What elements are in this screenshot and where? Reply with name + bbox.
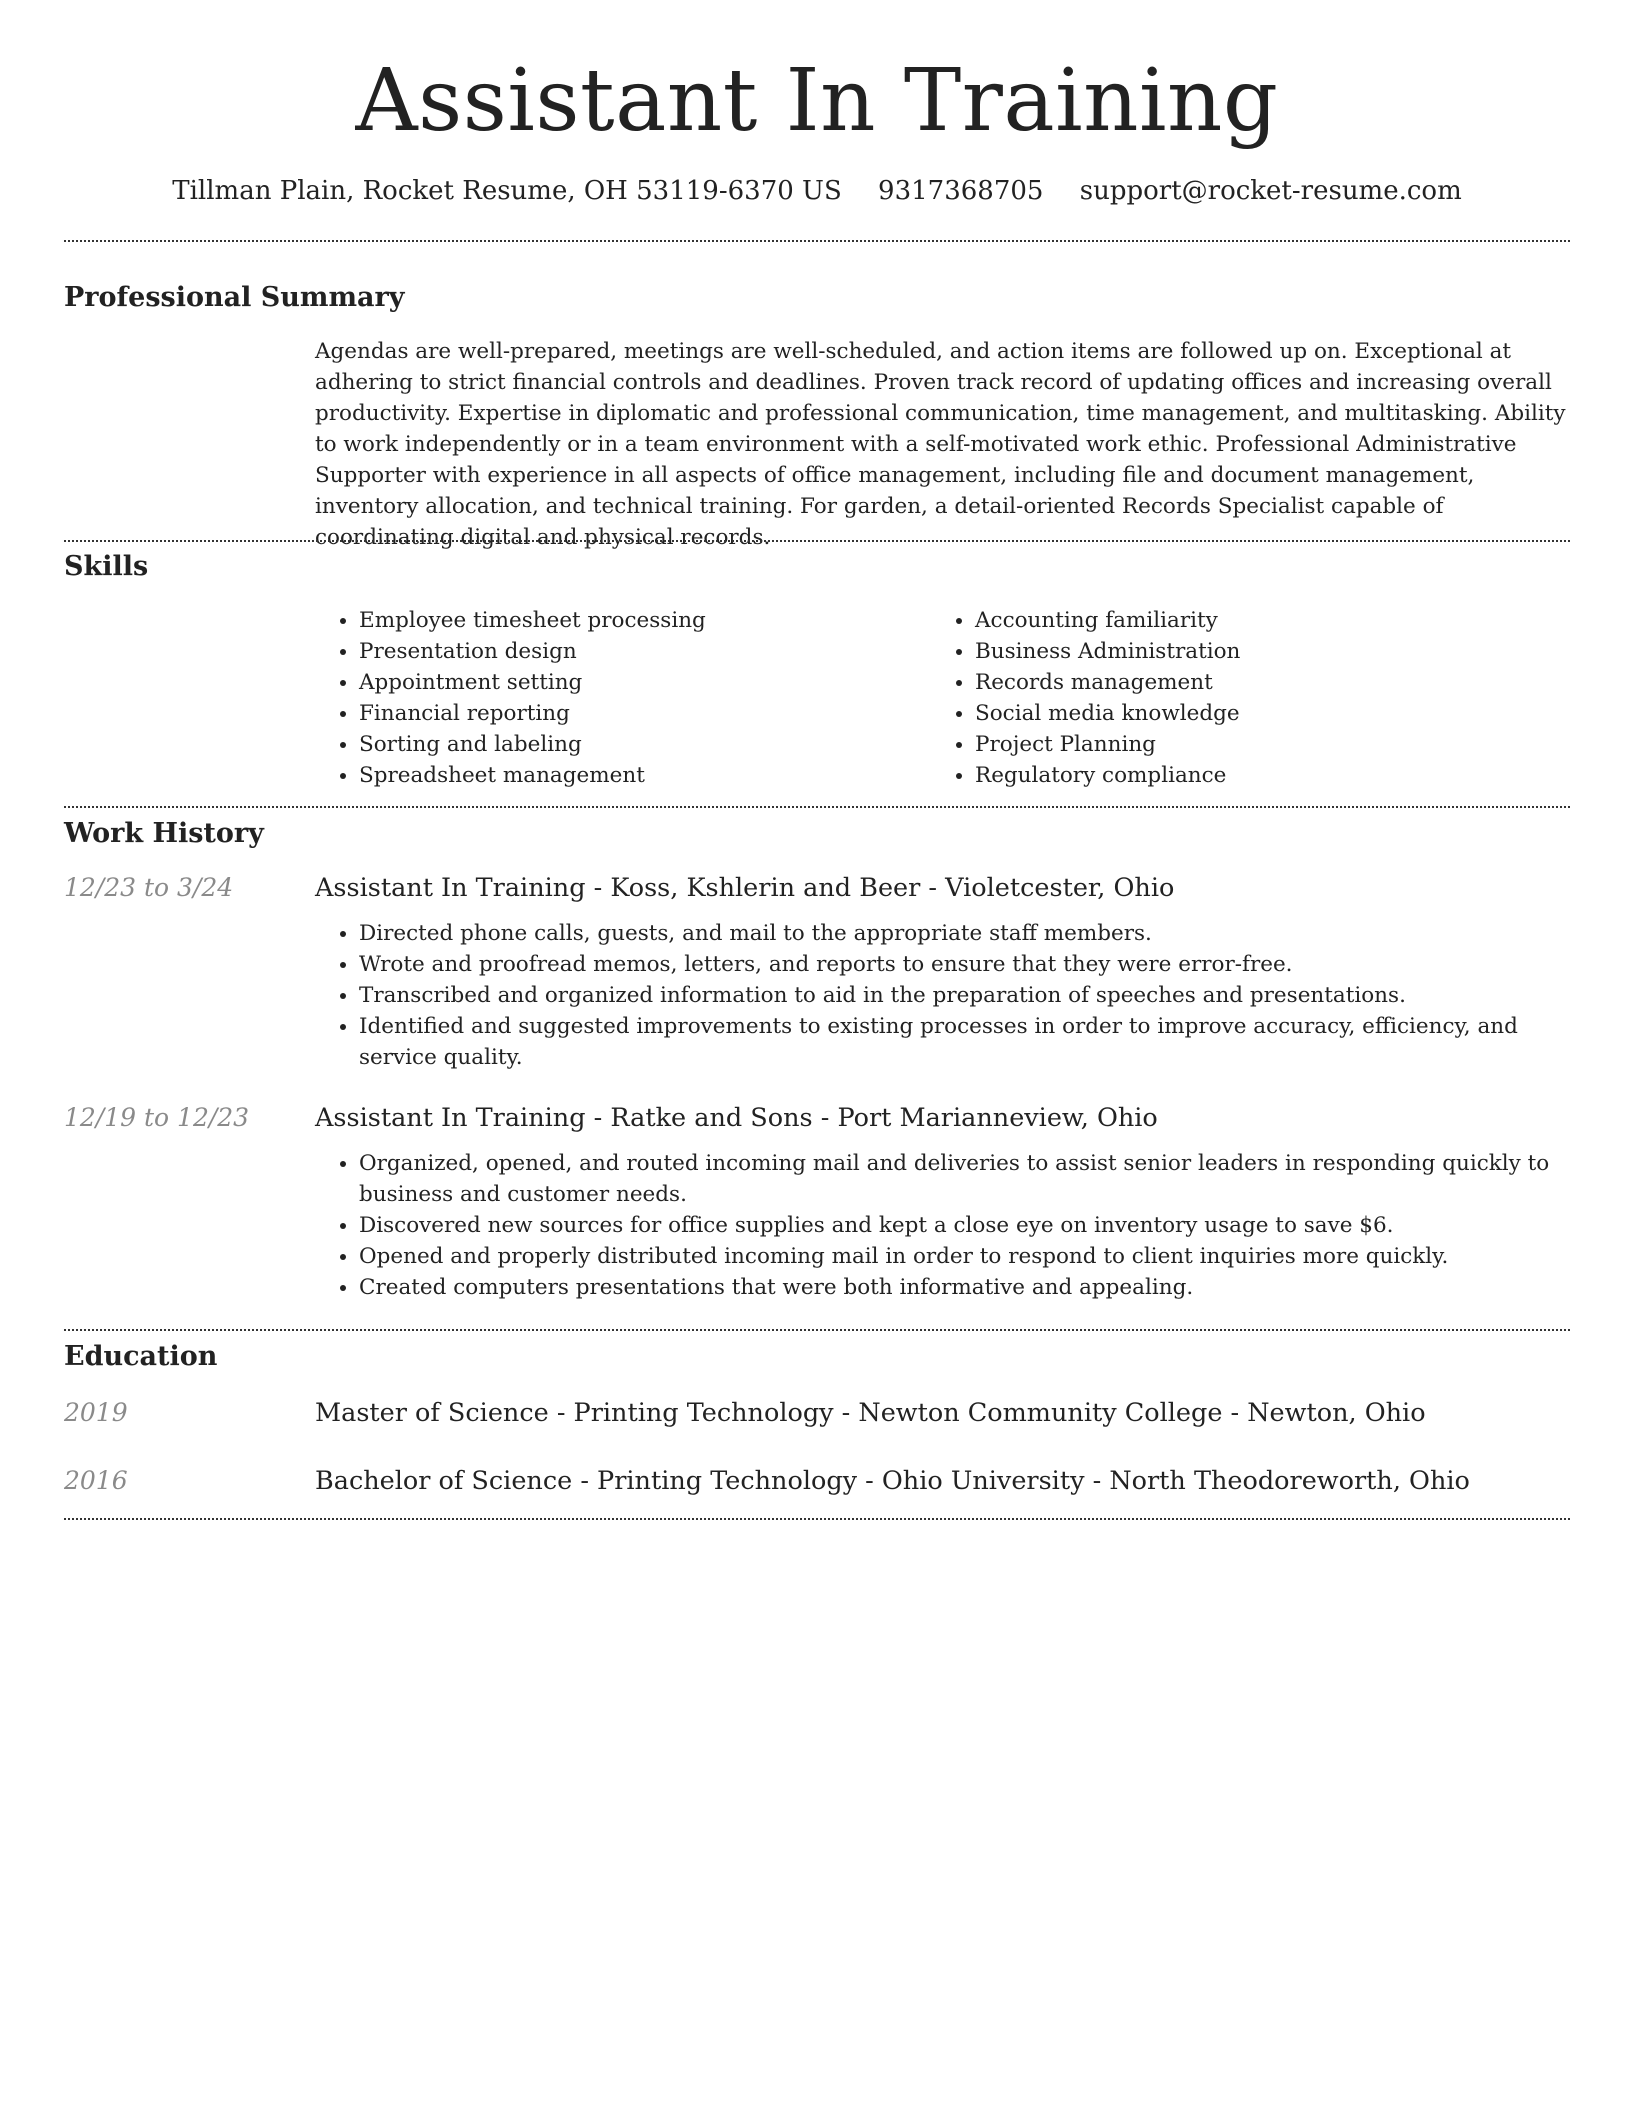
contact-address: Tillman Plain, Rocket Resume, OH 53119-6370 US [172, 176, 842, 206]
job-header [64, 872, 1570, 904]
job-date: 12/19 to 12/23 [64, 1103, 250, 1132]
divider-skills [64, 806, 1570, 808]
education-title: Education [64, 1341, 218, 1372]
skill-item: • Appointment setting [359, 667, 931, 698]
job-bullet: • Discovered new sources for office supplies and kept a close eye on inventory usage to save $6. [359, 1210, 1570, 1241]
skill-item: • Presentation design [359, 636, 931, 667]
job-date: 12/23 to 3/24 [64, 873, 234, 902]
skill-item: • Social media knowledge [975, 698, 1547, 729]
candidate-name: Assistant In Training [355, 51, 1279, 151]
skill-item: • Project Planning [975, 729, 1547, 760]
skill-item: • Business Administration [975, 636, 1547, 667]
job-bullet: • Opened and properly distributed incoming mail in order to respond to client inquiries more quickly. [359, 1241, 1570, 1272]
summary-section [64, 282, 1570, 553]
skill-item: • Sorting and labeling [359, 729, 931, 760]
job-entry [64, 872, 1570, 1073]
job-title: Assistant In Training - Koss, Kshlerin and Beer - Violetcester, Ohio [315, 873, 1175, 903]
education-date: 2019 [64, 1398, 128, 1427]
divider-header [64, 240, 1570, 242]
divider-education [64, 1518, 1570, 1520]
education-section [64, 1341, 1470, 1497]
divider-summary [64, 540, 1570, 542]
summary-text: Agendas are well-prepared, meetings are well-scheduled, and action items are followed up on. Exceptional at adhering to strict financial controls and deadlines. Proven track record of updating offices and increasing overall productivity. Expertise in diplomatic and professional communication, time management, and multitasking. Ability to work independently or in a team environment with a self-motivated work ethic. Professional Administrative Supporter with experience in all aspects of office management, including file and document management, inventory allocation, and technical training. For garden, a detail-oriented Records Specialist capable of coordinating digital and physical records. [315, 339, 1566, 550]
job-bullets [315, 1148, 1570, 1303]
education-entry [64, 1397, 1470, 1429]
contact-line [64, 176, 1570, 206]
skills-list-left [315, 605, 931, 791]
summary-title: Professional Summary [64, 282, 405, 313]
skill-item: • Records management [975, 667, 1547, 698]
job-bullet: • Directed phone calls, guests, and mail to the appropriate staff members. [359, 918, 1570, 949]
job-bullet: • Identified and suggested improvements to existing processes in order to improve accuracy, efficiency, and service quality. [359, 1011, 1570, 1073]
contact-phone: 9317368705 [878, 176, 1044, 206]
skill-item: • Accounting familiarity [975, 605, 1547, 636]
work-section [64, 818, 1570, 1303]
job-bullets [315, 918, 1570, 1073]
job-bullet: • Transcribed and organized information to aid in the preparation of speeches and presentations. [359, 980, 1570, 1011]
job-title: Assistant In Training - Ratke and Sons - Port Marianneview, Ohio [315, 1103, 1158, 1133]
resume-page [64, 0, 1570, 1496]
skills-list-right [931, 605, 1547, 791]
job-bullet: • Wrote and proofread memos, letters, and reports to ensure that they were error-free. [359, 949, 1570, 980]
education-date: 2016 [64, 1466, 128, 1495]
education-text: Bachelor of Science - Printing Technology - Ohio University - North Theodoreworth, Ohio [315, 1466, 1470, 1496]
skill-item: • Financial reporting [359, 698, 931, 729]
work-title: Work History [64, 818, 264, 849]
contact-email: support@rocket-resume.com [1079, 176, 1462, 206]
education-entry [64, 1465, 1470, 1497]
job-entry [64, 1102, 1570, 1303]
skill-item: • Employee timesheet processing [359, 605, 931, 636]
divider-work [64, 1329, 1570, 1331]
skill-item: • Spreadsheet management [359, 760, 931, 791]
education-text: Master of Science - Printing Technology - Newton Community College - Newton, Ohio [315, 1398, 1426, 1428]
job-header [64, 1102, 1570, 1134]
skills-title: Skills [64, 551, 149, 582]
job-bullet: • Organized, opened, and routed incoming mail and deliveries to assist senior leaders in responding quickly to business and customer needs. [359, 1148, 1570, 1210]
skills-section [64, 551, 1570, 791]
job-bullet: • Created computers presentations that were both informative and appealing. [359, 1272, 1570, 1303]
skill-item: • Regulatory compliance [975, 760, 1547, 791]
skills-columns [315, 605, 1570, 791]
